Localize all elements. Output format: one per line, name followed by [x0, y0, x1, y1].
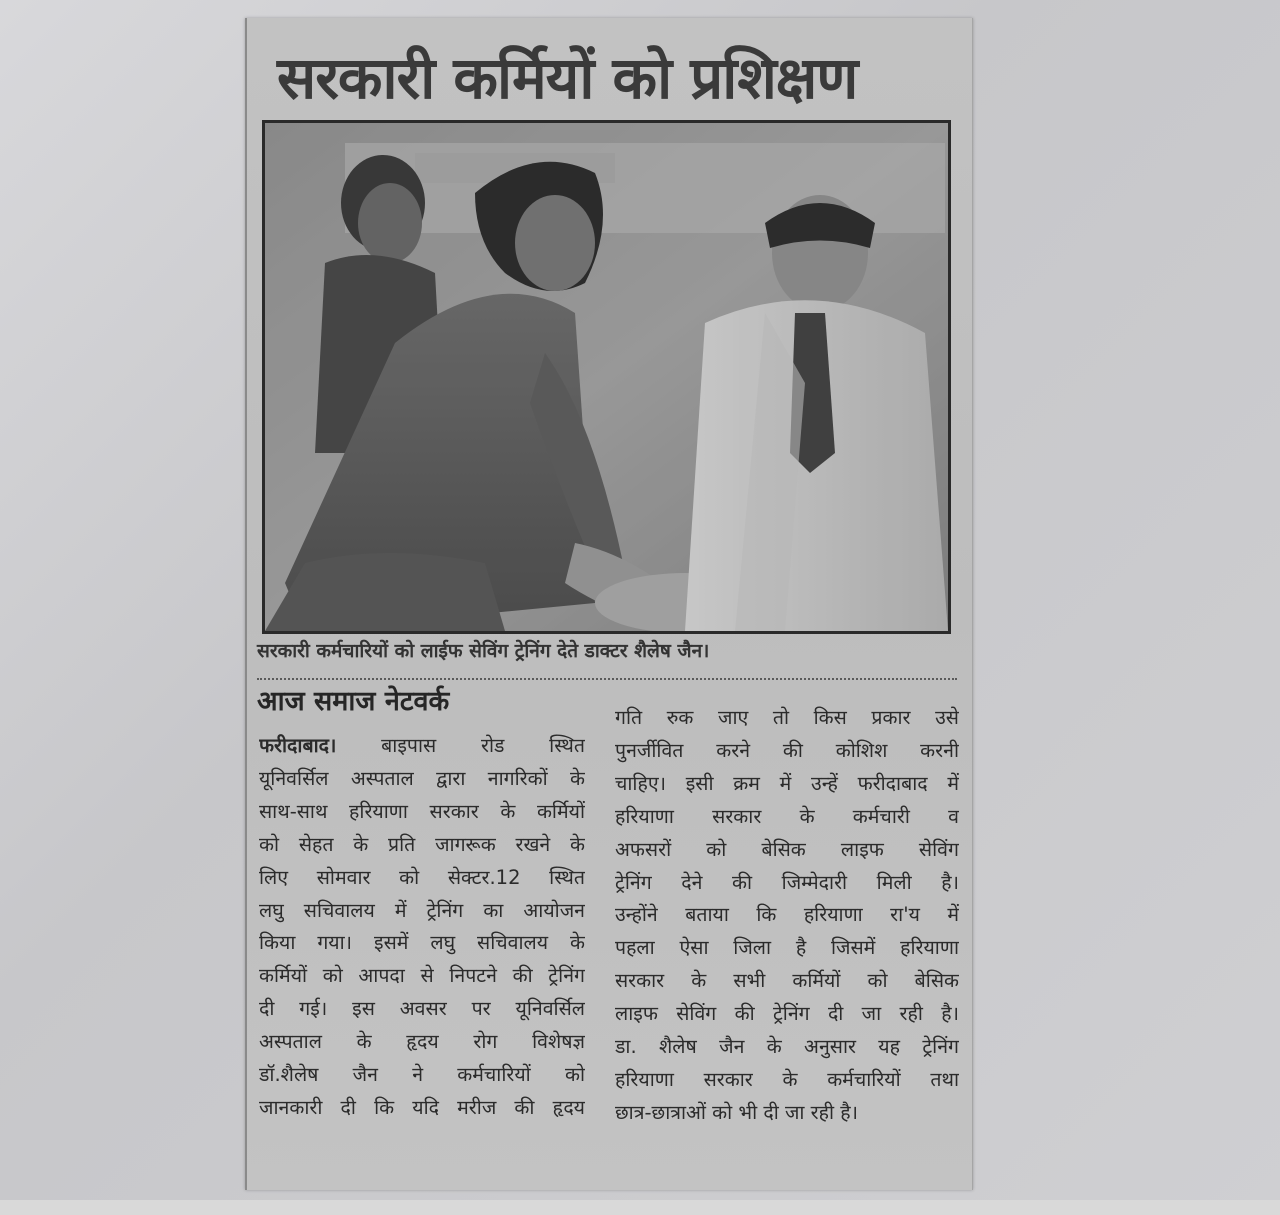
bottom-edge — [0, 1200, 1280, 1215]
column-line: उन्होंने बताया कि हरियाणा रा'य में — [615, 903, 959, 927]
article-column-right — [615, 702, 959, 1130]
article-column-left — [259, 730, 585, 1125]
headline: सरकारी कर्मियों को प्रशिक्षण — [277, 44, 858, 112]
column-line: डॉ.शैलेष जैन ने कर्मचारियों को — [259, 1063, 585, 1087]
dotted-divider — [257, 678, 957, 680]
byline: आज समाज नेटवर्क — [257, 686, 450, 717]
column-line: चाहिए। इसी क्रम में उन्हें फरीदाबाद में — [615, 771, 959, 795]
column-line: दी गई। इस अवसर पर यूनिवर्सिल — [259, 997, 585, 1021]
column-line: हरियाणा सरकार के कर्मचारियों तथा — [615, 1067, 959, 1091]
newspaper-clipping — [245, 18, 973, 1190]
column-line: फरीदाबाद। बाइपास रोड स्थित — [259, 734, 585, 757]
column-line: पहला ऐसा जिला है जिसमें हरियाणा — [615, 936, 959, 960]
column-line: यूनिवर्सिल अस्पताल द्वारा नागरिकों के — [259, 766, 585, 790]
column-line: किया गया। इसमें लघु सचिवालय के — [259, 931, 585, 955]
photo-training-scene — [265, 123, 948, 631]
column-line: अफसरों को बेसिक लाइफ सेविंग — [615, 837, 959, 861]
dateline: फरीदाबाद। — [259, 734, 337, 757]
column-line: साथ-साथ हरियाणा सरकार के कर्मियों — [259, 799, 585, 823]
column-line: अस्पताल के हृदय रोग विशेषज्ञ — [259, 1030, 585, 1054]
column-line: हरियाणा सरकार के कर्मचारी व — [615, 804, 959, 828]
column-line: ट्रेनिंग देने की जिम्मेदारी मिली है। — [615, 870, 959, 894]
column-line: जानकारी दी कि यदि मरीज की हृदय — [259, 1095, 585, 1119]
column-line: छात्र-छात्राओं को भी दी जा रही है। — [615, 1100, 859, 1124]
news-photo — [262, 120, 951, 634]
column-line: लघु सचिवालय में ट्रेनिंग का आयोजन — [259, 898, 585, 922]
column-line: गति रुक जाए तो किस प्रकार उसे — [615, 706, 959, 729]
column-line: को सेहत के प्रति जागरूक रखने के — [259, 832, 585, 856]
column-line: लिए सोमवार को सेक्टर.12 स्थित — [259, 865, 585, 889]
column-line: पुनर्जीवित करने की कोशिश करनी — [615, 738, 959, 762]
photo-caption: सरकारी कर्मचारियों को लाईफ सेविंग ट्रेनिंग देते डाक्टर शैलेष जैन। — [257, 640, 710, 662]
column-line: लाइफ सेविंग की ट्रेनिंग दी जा रही है। — [615, 1002, 959, 1026]
column-line: सरकार के सभी कर्मियों को बेसिक — [615, 969, 959, 993]
column-line: कर्मियों को आपदा से निपटने की ट्रेनिंग — [259, 964, 585, 988]
column-line: डा. शैलेष जैन के अनुसार यह ट्रेनिंग — [615, 1035, 959, 1059]
